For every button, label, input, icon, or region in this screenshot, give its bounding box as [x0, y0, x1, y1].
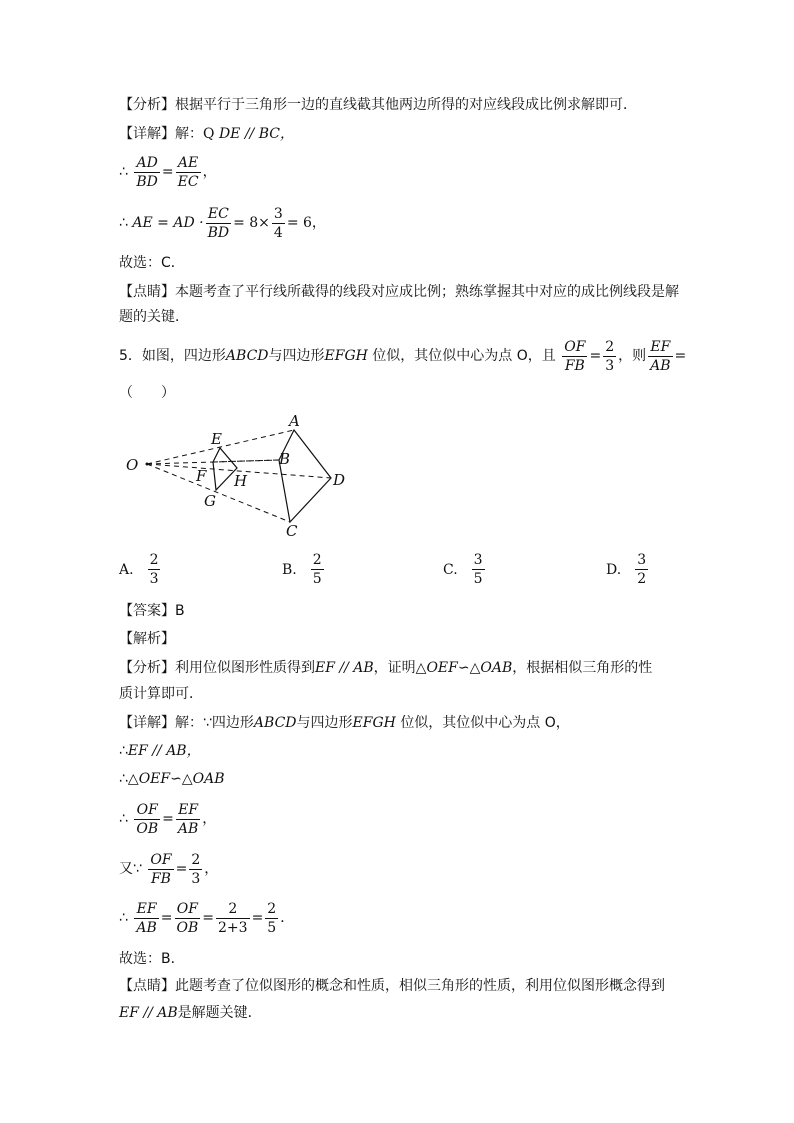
p5-comment-line1: 【点睛】此题考查了位似图形的概念和性质，相似三角形的性质，利用位似图形概念得到	[119, 978, 665, 994]
label-e: E	[211, 430, 222, 448]
line-o-c	[147, 464, 290, 522]
answer-parentheses: （ ）	[119, 385, 175, 401]
fraction-2-3: $\frac{2}{3}$	[605, 338, 615, 374]
fraction-ad-bd: $\frac{AD}{BD}$	[136, 154, 158, 190]
fraction-of-fb: $\frac{OF}{FB}$	[564, 338, 586, 374]
fraction-ae-ec: $\frac{AE}{EC}$	[177, 154, 199, 190]
p4-q-char: Q	[203, 126, 215, 142]
fraction-ec-bd: $\frac{EC}{BD}$	[207, 205, 230, 241]
option-a[interactable]: A. $\frac{2}{3}$	[119, 552, 159, 587]
therefore-symbol: ∴	[119, 164, 128, 180]
p5-question: 5．如图，四边形ABCD与四边形EFGH 位似，其位似中心为点 O，且 $\frac{OF}{FB}$ = $\frac{2}{3}$ ，则 $\frac{EF}{AB}$ =	[119, 338, 687, 374]
p5-step4: 又∵ $\frac{OF}{FB}$ = $\frac{2}{3}$ ，	[119, 851, 219, 887]
p5-jiexi: 【解析】	[119, 631, 175, 647]
p5-step5: ∴ $\frac{EF}{AB}$ = $\frac{OF}{OB}$ = $\frac{2}{2+3}$ = $\frac{2}{5}$ ．	[119, 900, 295, 936]
homothety-figure	[110, 405, 370, 545]
p4-choose: 故选：C．	[119, 255, 185, 271]
quadrilateral-abcd	[279, 430, 331, 522]
p5-analysis-line2: 质计算即可．	[119, 686, 203, 702]
p5-answer: 【答案】B	[119, 603, 185, 619]
p5-choose: 故选：B．	[119, 951, 185, 967]
fraction-3-4: $\frac{3}{4}$	[273, 205, 283, 241]
p4-detail-line	[119, 124, 294, 144]
option-d[interactable]: D. $\frac{3}{2}$	[606, 552, 647, 587]
p5-step3: ∴ $\frac{OF}{OB}$ = $\frac{EF}{AB}$ ，	[119, 801, 217, 837]
label-c: C	[286, 522, 298, 540]
p4-condition: DE // BC，	[218, 126, 294, 142]
p5-comment-line2: EF // AB是解题关键．	[119, 1005, 262, 1021]
p5-step1: ∴EF // AB，	[119, 743, 201, 759]
p4-detail-label: 【详解】解：	[119, 126, 203, 142]
option-c[interactable]: C. $\frac{3}{5}$	[443, 552, 483, 587]
p5-step2: ∴△OEF∽△OAB	[119, 771, 225, 787]
label-d: D	[333, 471, 346, 489]
fraction-ef-ab: $\frac{EF}{AB}$	[650, 338, 671, 374]
therefore-symbol: ∴	[119, 215, 128, 231]
label-h: H	[234, 472, 248, 490]
p5-detail-line: 【详解】解：∵四边形ABCD与四边形EFGH 位似，其位似中心为点 O，	[119, 715, 570, 731]
label-g: G	[204, 492, 216, 510]
label-b: B	[279, 450, 291, 468]
p4-analysis: 【分析】根据平行于三角形一边的直线截其他两边所得的对应线段成比例求解即可．	[119, 97, 637, 113]
p4-calc-line: ∴ AE = AD · $\frac{EC}{BD}$ = 8× $\frac{3}{4}$ = 6，	[119, 205, 326, 241]
point-o	[146, 463, 149, 466]
option-b[interactable]: B. $\frac{2}{5}$	[282, 552, 322, 587]
p4-comment-line2: 题的关键．	[119, 309, 189, 325]
label-a: A	[289, 412, 300, 430]
label-f: F	[196, 467, 207, 485]
label-o: O	[126, 456, 139, 474]
p4-ratio-line: ∴ $\frac{AD}{BD}$ = $\frac{AE}{EC}$ ，	[119, 154, 217, 190]
p5-analysis-line1: 【分析】利用位似图形性质得到EF // AB，证明△OEF∽△OAB，根据相似三角形的性	[119, 660, 653, 676]
p4-comment-line1: 【点睛】本题考查了平行线所截得的线段对应成比例；熟练掌握其中对应的成比例线段是解	[119, 284, 679, 300]
